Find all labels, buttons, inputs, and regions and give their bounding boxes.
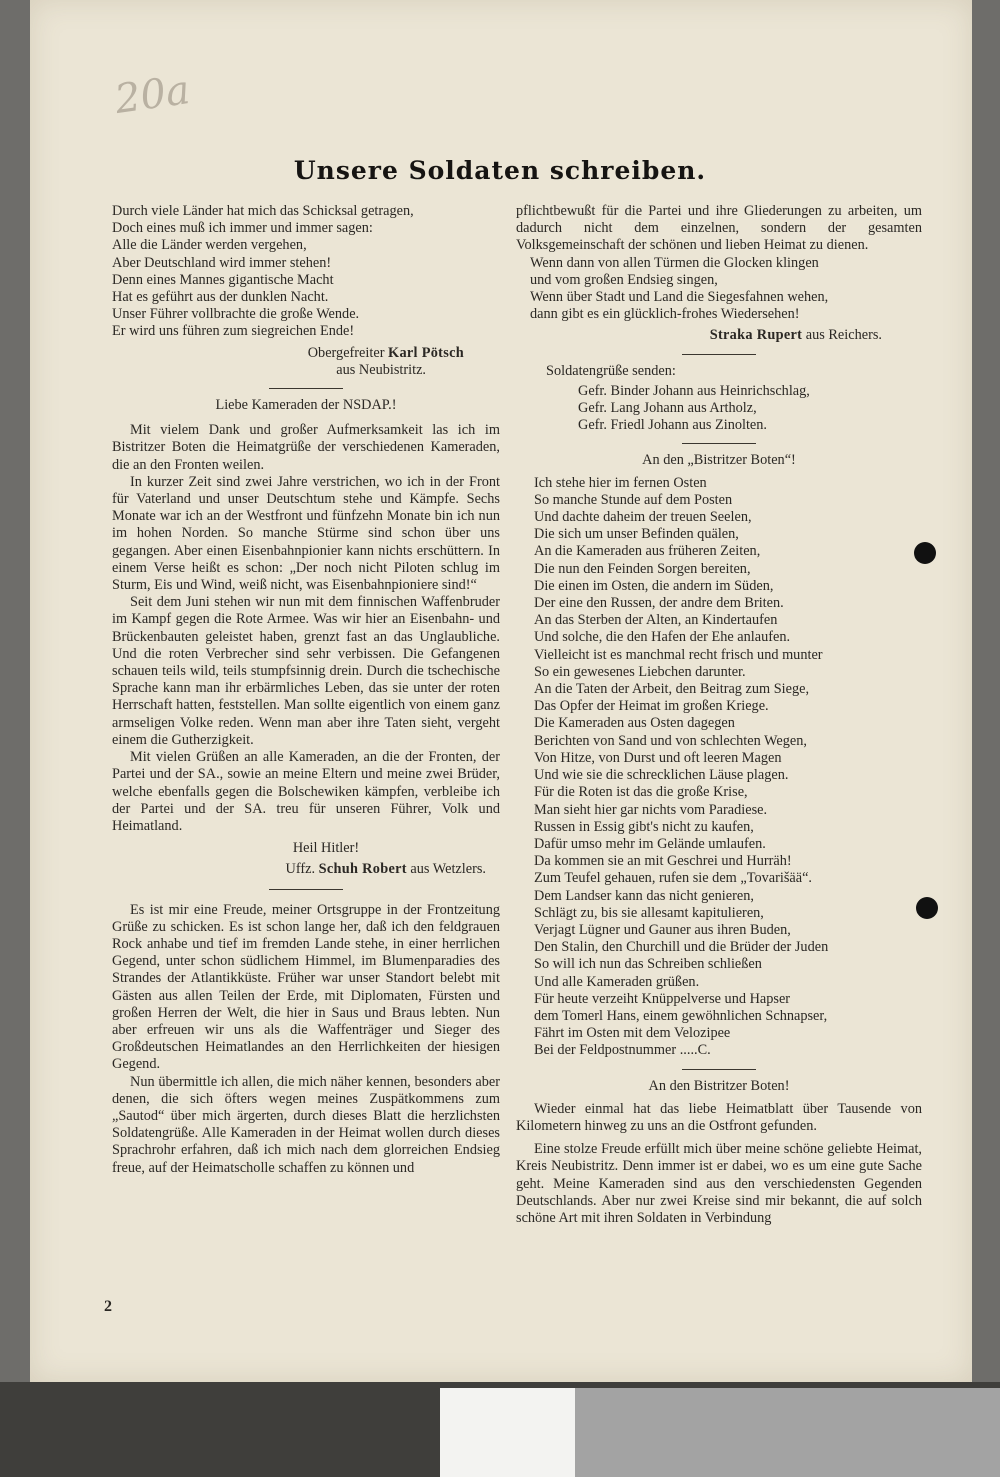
poem-line: Der eine den Russen, der andre dem Briten. bbox=[534, 595, 784, 612]
greeting-item: Gefr. Lang Johann aus Artholz, bbox=[578, 400, 757, 417]
paragraph: Mit vielem Dank und großer Aufmerksamkeit las ich im Bistritzer Boten die Heimatgrüße der verschiedenen Kameraden, die an den Fronten weilen. bbox=[112, 422, 500, 473]
poem-line: Fährt im Osten mit dem Velozipee bbox=[534, 1025, 731, 1042]
poem-line: So will ich nun das Schreiben schließen bbox=[534, 956, 762, 973]
poem-line: An die Taten der Arbeit, den Beitrag zum Siege, bbox=[534, 681, 810, 698]
poem-line: Er wird uns führen zum siegreichen Ende! bbox=[112, 323, 355, 340]
signature-place: aus Wetzlers. bbox=[410, 861, 486, 878]
paragraph: Wieder einmal hat das liebe Heimatblatt über Tausende von Kilometern hinweg zu uns an die Ostfront gefunden. bbox=[516, 1100, 922, 1134]
poem-line: Die einen im Osten, die andern im Süden, bbox=[534, 577, 774, 594]
right-column bbox=[516, 203, 922, 1227]
poem-line: Russen in Essig gibt's nicht zu kaufen, bbox=[534, 818, 754, 835]
signature-name: Karl Pötsch bbox=[388, 344, 464, 361]
signature-schuh bbox=[112, 861, 500, 878]
poem-line: Verjagt Lügner und Gauner aus ihren Buden, bbox=[534, 921, 791, 938]
poem-line: Die sich um unser Befinden quälen, bbox=[534, 526, 739, 543]
signature-name: Schuh Robert bbox=[318, 861, 407, 878]
poem-line: Für heute verzeiht Knüppelverse und Hapser bbox=[534, 990, 791, 1007]
left-column bbox=[112, 203, 500, 1177]
signature-rank: Uffz. bbox=[285, 861, 316, 878]
poem-line: Wenn dann von allen Türmen die Glocken klingen bbox=[530, 254, 819, 271]
section-divider bbox=[682, 443, 756, 444]
closing-verse bbox=[516, 255, 922, 324]
signature-place: aus Neubistritz. bbox=[336, 361, 426, 378]
poem-line: Man sieht hier gar nichts vom Paradiese. bbox=[534, 801, 768, 818]
letter-greeting: Liebe Kameraden der NSDAP.! bbox=[215, 397, 397, 414]
page-title: Unsere Soldaten schreiben. bbox=[293, 156, 707, 185]
letter-closing: Heil Hitler! bbox=[292, 840, 360, 857]
signature-name: Straka Rupert bbox=[709, 327, 803, 344]
poem-line: Wenn über Stadt und Land die Siegesfahnen wehen, bbox=[530, 289, 829, 306]
poem-line: Denn eines Mannes gigantische Macht bbox=[112, 271, 334, 288]
gray-calibration-swatch bbox=[575, 1388, 1000, 1477]
poem-line: Alle die Länder werden vergehen, bbox=[112, 237, 307, 254]
greetings-list bbox=[516, 383, 922, 435]
signature-rank: Obergefreiter bbox=[307, 344, 385, 361]
poem-line: Für die Roten ist das die große Krise, bbox=[534, 784, 748, 801]
poem-line: Unser Führer vollbrachte die große Wende. bbox=[112, 306, 360, 323]
poem-line: Ich stehe hier im fernen Osten bbox=[534, 474, 707, 491]
poem-line: So manche Stunde auf dem Posten bbox=[534, 491, 733, 508]
poem-line: Die nun den Feinden Sorgen bereiten, bbox=[534, 560, 751, 577]
poem-line: und vom großen Endsieg singen, bbox=[530, 271, 718, 288]
poem-line: So ein gewesenes Liebchen darunter. bbox=[534, 663, 746, 680]
paragraph: Eine stolze Freude erfüllt mich über meine schöne geliebte Heimat, Kreis Neubistritz. Denn immer ist er dabei, wo es um eine gute Sache geht. Meine Kameraden sind aus den verschiedensten Gegenden Deutschlands. Aber nur zwei Kreise sind mir bekannt, die auf solch schöne Art mit ihren Soldaten in Verbindung bbox=[516, 1141, 922, 1226]
section-divider bbox=[269, 889, 343, 890]
poem-heading: An den „Bistritzer Boten“! bbox=[642, 452, 796, 469]
poem-line: Vielleicht ist es manchmal recht frisch und munter bbox=[534, 646, 823, 663]
left-poem bbox=[112, 203, 500, 341]
paragraph: pflichtbewußt für die Partei und ihre Gliederungen zu arbeiten, um dadurch nicht dem einzelnen, sondern der gesamten Volksgemeinschaft der schönen und lieben Heimat zu dienen. bbox=[516, 203, 922, 254]
paragraph: Nun übermittle ich allen, die mich näher kennen, besonders aber denen, die sich öfters wegen meines Zuspätkommens zum „Sautod“ über mich ärgerten, durch dieses Blatt die herzlichsten Soldatengrüße. Alle Kameraden in der Heimat wollen durch dieses Sprachrohr erfahren, daß ich mich nach dem glorreichen Endsieg freue, auf der Heimatscholle schaffen zu können und bbox=[112, 1073, 500, 1176]
poem-line: Das Opfer der Heimat im großen Kriege. bbox=[534, 698, 769, 715]
poem-line: dem Tomerl Hans, einem gewöhnlichen Schnapser, bbox=[534, 1007, 828, 1024]
poem-line: Zum Teufel gehauen, rufen sie dem „Tovarišää“. bbox=[534, 870, 812, 887]
poem-line: An die Kameraden aus früheren Zeiten, bbox=[534, 543, 761, 560]
paragraph: In kurzer Zeit sind zwei Jahre verstrichen, wo ich in der Front für Vaterland und unser Deutschtum stehe und Kämpfe. Sechs Monate war ich an der Westfront und fünfzehn Monate bin ich nun im hohen Norden. So manche Stürme sind schon über uns gegangen. Aber einen Eisenbahnpionier kann nichts erschüttern. In einem Verse heißt es schon: „Der noch nicht Piloten schlug im Sturm, Eis und Wind, weiß nicht, was Eisenbahnpioniere sind!“ bbox=[112, 473, 500, 594]
paragraph: Es ist mir eine Freude, meiner Ortsgruppe in der Frontzeitung Grüße zu schicken. Es ist schon lange her, daß ich den feldgrauen Rock anhabe und tief im fremden Lande stehe, in einer herrlichen Gegend, unter schon südlichem Himmel, im Blumenparadies des Strandes der Atlantikküste. Früher war unser Standort belebt mit Gästen aus allen Teilen der Erde, mit Diplomaten, Fürsten und großen Herren der Welt, die hier in Saus und Braus lebten. Nun aber erfreuen wir uns als die Waffenträger und Sieger des Großdeutschen Heimatlandes an den Herrlichkeiten der hiesigen Gegend. bbox=[112, 901, 500, 1073]
paragraph: Mit vielen Grüßen an alle Kameraden, an die der Fronten, der Partei und der SA., sowie an meine Eltern und meine zwei Brüder, welche ebenfalls gegen die Bolschewiken kämpfen, verbleibe ich der Partei und der SA. treu für unseren Führer, Volk und Heimatland. bbox=[112, 749, 500, 834]
letter-heading: An den Bistritzer Boten! bbox=[648, 1077, 790, 1094]
poem-line: Und solche, die den Hafen der Ehe anlaufen. bbox=[534, 629, 791, 646]
section-divider bbox=[682, 1069, 756, 1070]
poem-line: Bei der Feldpostnummer .....C. bbox=[534, 1042, 711, 1059]
signature-poetsch bbox=[112, 345, 500, 362]
poem-line: Aber Deutschland wird immer stehen! bbox=[112, 254, 332, 271]
right-poem bbox=[516, 475, 922, 1060]
poem-line: dann gibt es ein glücklich-frohes Wiedersehen! bbox=[530, 306, 800, 323]
signature-straka bbox=[516, 327, 922, 344]
poem-line: Von Hitze, von Durst und oft leeren Magen bbox=[534, 749, 782, 766]
poem-line: Da kommen sie an mit Geschrei und Hurräh! bbox=[534, 853, 792, 870]
greeting-item: Gefr. Binder Johann aus Heinrichschlag, bbox=[578, 382, 810, 399]
poem-line: Dem Landser kann das nicht genieren, bbox=[534, 887, 754, 904]
poem-line: Hat es geführt aus der dunklen Nacht. bbox=[112, 289, 329, 306]
page-number: 2 bbox=[104, 1298, 112, 1315]
paragraph: Seit dem Juni stehen wir nun mit dem finnischen Waffenbruder im Kampf gegen die Rote Armee. Was wir hier an Eisenbahn- und Brückenbauten geleistet haben, grenzt fast an das Unglaubliche. Und die roten Verbrecher sind sehr verbissen. Die Gefangenen schauen teils wild, teils stumpfsinnig drein. Durch die tschechische Sprache kann man ihr erbärmliches Leben, das sie unter der roten Herrschaft hatten, feststellen. Man sollte eigentlich von einem ganz armseligen Volke reden. Wenn man aber ihre Taten sieht, vergeht einem die Gutherzigkeit. bbox=[112, 594, 500, 748]
poem-line: Die Kameraden aus Osten dagegen bbox=[534, 715, 735, 732]
poem-line: An das Sterben der Alten, an Kindertaufen bbox=[534, 612, 778, 629]
poem-line: Durch viele Länder hat mich das Schicksal getragen, bbox=[112, 203, 414, 219]
poem-line: Doch eines muß ich immer und immer sagen: bbox=[112, 220, 373, 237]
greetings-heading: Soldatengrüße senden: bbox=[546, 362, 676, 379]
signature-place: aus Reichers. bbox=[805, 327, 882, 344]
poem-line: Und dachte daheim der treuen Seelen, bbox=[534, 509, 752, 526]
section-divider bbox=[682, 354, 756, 355]
poem-line: Berichten von Sand und von schlechten Wegen, bbox=[534, 732, 807, 749]
greeting-item: Gefr. Friedl Johann aus Zinolten. bbox=[578, 417, 768, 434]
pencil-annotation: 20a bbox=[112, 67, 193, 123]
poem-line: Dafür umso mehr im Gelände umlaufen. bbox=[534, 835, 766, 852]
poem-line: Und wie sie die schrecklichen Läuse plagen. bbox=[534, 767, 789, 784]
poem-line: Schlägt zu, bis sie allesamt kapitulieren, bbox=[534, 904, 764, 921]
poem-line: Den Stalin, den Churchill und die Brüder der Juden bbox=[534, 939, 829, 956]
poem-line: Und alle Kameraden grüßen. bbox=[534, 973, 700, 990]
section-divider bbox=[269, 388, 343, 389]
white-calibration-swatch bbox=[440, 1388, 575, 1477]
